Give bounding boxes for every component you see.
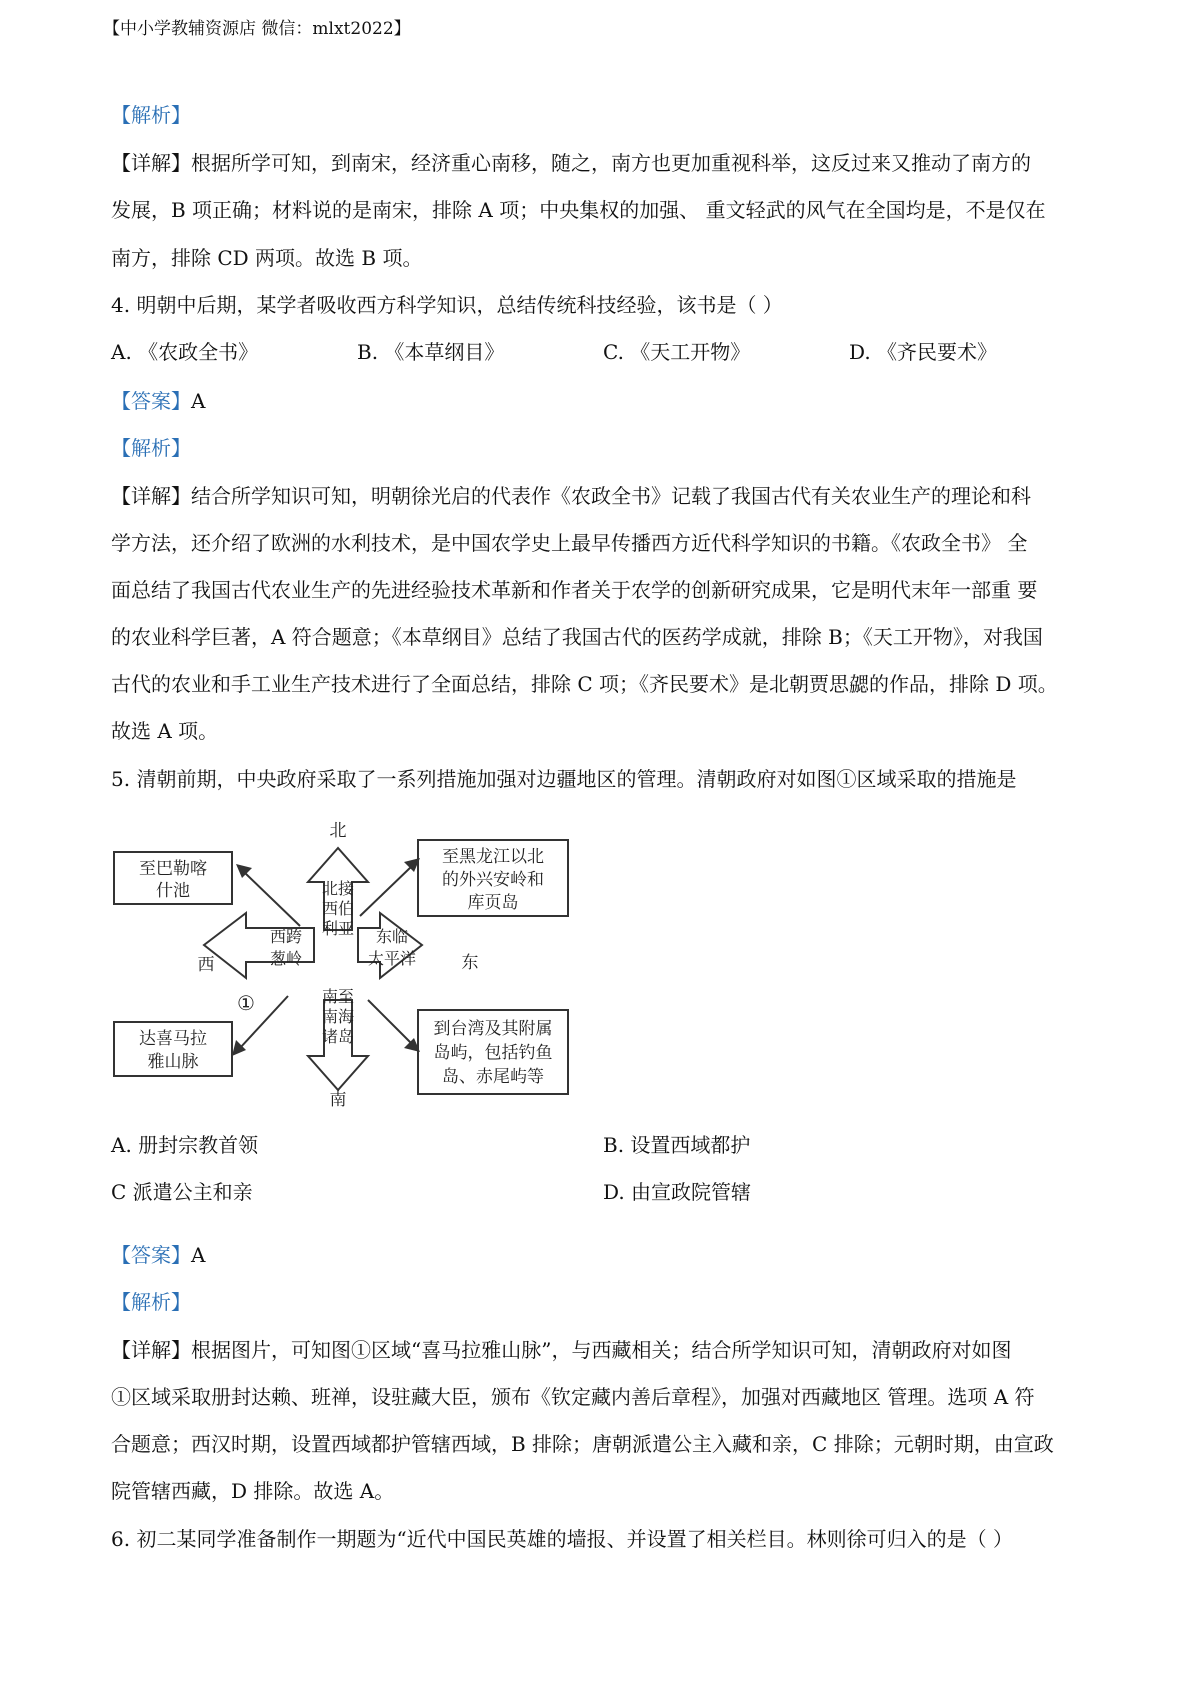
arrow-south-text-1: 南至 [321,987,355,1006]
map-north-label: 北 [329,821,347,841]
q3-detail-line-1: 【详解】根据所学可知，到南宋，经济重心南移，随之，南方也更加重视科举，这反过来又推动了南方的 [111,151,1031,175]
q4-detail-line-2: 学方法，还介绍了欧洲的水利技术，是中国农学史上最早传播西方近代科学知识的书籍。《农政全书》 全 [111,531,1028,555]
q3-detail-line-2: 发展，B 项正确；材料说的是南宋，排除 A 项；中央集权的加强、 重文轻武的风气在全国均是，不是仅在 [111,198,1046,222]
box-ne-text-1: 至黑龙江以北 [442,847,544,867]
q4-answer-tag: 【答案】 [111,389,191,413]
q4-stem: 4. 明朝中后期，某学者吸收西方科学知识，总结传统科技经验，该书是（ ） [111,293,783,317]
q5-option-c: C 派遣公主和亲 [111,1180,253,1204]
q4-option-c: C. 《天工开物》 [603,340,751,364]
arrow-south-text-3: 诸岛 [321,1027,355,1046]
map-pointer-southeast [368,1000,412,1044]
q4-detail-line-3: 面总结了我国古代农业生产的先进经验技术革新和作者关于农学的创新研究成果，它是明代末年一部重 要 [111,578,1038,602]
arrow-south-text-2: 南海 [321,1007,355,1026]
watermark-header: 【中小学教辅资源店 微信：mlxt2022】 [103,19,411,39]
map-south-label: 南 [329,1090,347,1108]
arrow-east-text-2: 太平洋 [367,949,417,968]
box-nw-text-2: 什池 [156,881,190,901]
q3-analysis-tag: 【解析】 [111,103,191,127]
q4-option-d: D. 《齐民要术》 [849,340,998,364]
box-sw-text-1: 达喜马拉 [139,1029,207,1049]
q4-answer: 【答案】A [111,389,206,413]
q5-detail-line-4: 院管辖西藏，D 排除。故选 A。 [111,1479,395,1503]
box-ne-text-3: 库页岛 [467,893,519,913]
q3-detail-tag: 【详解】 [111,151,191,175]
q4-detail-line-5: 古代的农业和手工业生产技术进行了全面总结，排除 C 项；《齐民要术》是北朝贾思勰的作品，排除 D 项。 [111,672,1058,696]
arrow-west-text-2: 葱岭 [269,949,303,968]
q4-analysis-tag: 【解析】 [111,436,191,460]
q4-detail-line-1: 【详解】结合所学知识可知，明朝徐光启的代表作《农政全书》记载了我国古代有关农业生产的理论和科 [111,484,1031,508]
q5-analysis-tag: 【解析】 [111,1290,191,1314]
box-se-text-3: 岛、赤尾屿等 [442,1067,544,1087]
arrow-north-text-2: 西伯 [321,899,355,918]
q5-detail-line-3: 合题意；西汉时期，设置西域都护管辖西域，B 排除；唐朝派遣公主入藏和亲，C 排除；元朝时期，由宣政 [111,1432,1054,1456]
q4-detail-line-4: 的农业科学巨著，A 符合题意；《本草纲目》总结了我国古代的医药学成就，排除 B；《天工开物》，对我国 [111,625,1043,649]
box-sw-text-2: 雅山脉 [147,1052,199,1072]
arrow-east-text-1: 东临 [375,927,409,946]
q5-option-a: A. 册封宗教首领 [111,1133,259,1157]
q4-detail-line-6: 故选 A 项。 [111,719,219,743]
map-pointer-northeast [360,866,412,916]
q5-detail-line-1: 【详解】根据图片，可知图①区域“喜马拉雅山脉”，与西藏相关；结合所学知识可知，清朝政府对如图 [111,1338,1012,1362]
q5-detail-line-2: ①区域采取册封达赖、班禅，设驻藏大臣，颁布《钦定藏内善后章程》，加强对西藏地区 管理。选项 A 符 [111,1385,1035,1409]
region-1-marker: ① [237,991,255,1015]
q5-answer: 【答案】A [111,1243,206,1267]
q3-detail-line-3: 南方，排除 CD 两项。故选 B 项。 [111,246,423,270]
q6-stem: 6. 初二某同学准备制作一期题为“近代中国民英雄的墙报、并设置了相关栏目。林则徐可归入的是（ ） [111,1527,1014,1551]
q5-answer-tag: 【答案】 [111,1243,191,1267]
arrow-north-text-1: 北接 [321,879,355,898]
q4-option-a: A. 《农政全书》 [111,340,259,364]
arrow-north-text-3: 利亚 [321,919,355,938]
q4-detail-tag: 【详解】 [111,484,191,508]
q5-stem: 5. 清朝前期，中央政府采取了一系列措施加强对边疆地区的管理。清朝政府对如图①区域采取的措施是 [111,767,1017,791]
map-pointer-northwest [244,872,300,926]
arrow-west-text-1: 西跨 [269,927,303,946]
box-se-text-1: 到台湾及其附属 [433,1019,553,1039]
map-east-label: 东 [461,953,479,973]
q5-option-b: B. 设置西域都护 [603,1133,751,1157]
qing-territory-diagram [110,818,590,1108]
q5-option-d: D. 由宣政院管辖 [603,1180,752,1204]
q4-option-b: B. 《本草纲目》 [357,340,505,364]
box-se-text-2: 岛屿，包括钓鱼 [433,1043,553,1063]
box-nw-text-1: 至巴勒喀 [139,859,207,879]
q5-detail-tag: 【详解】 [111,1338,191,1362]
map-west-label: 西 [197,955,215,975]
box-ne-text-2: 的外兴安岭和 [442,870,544,890]
